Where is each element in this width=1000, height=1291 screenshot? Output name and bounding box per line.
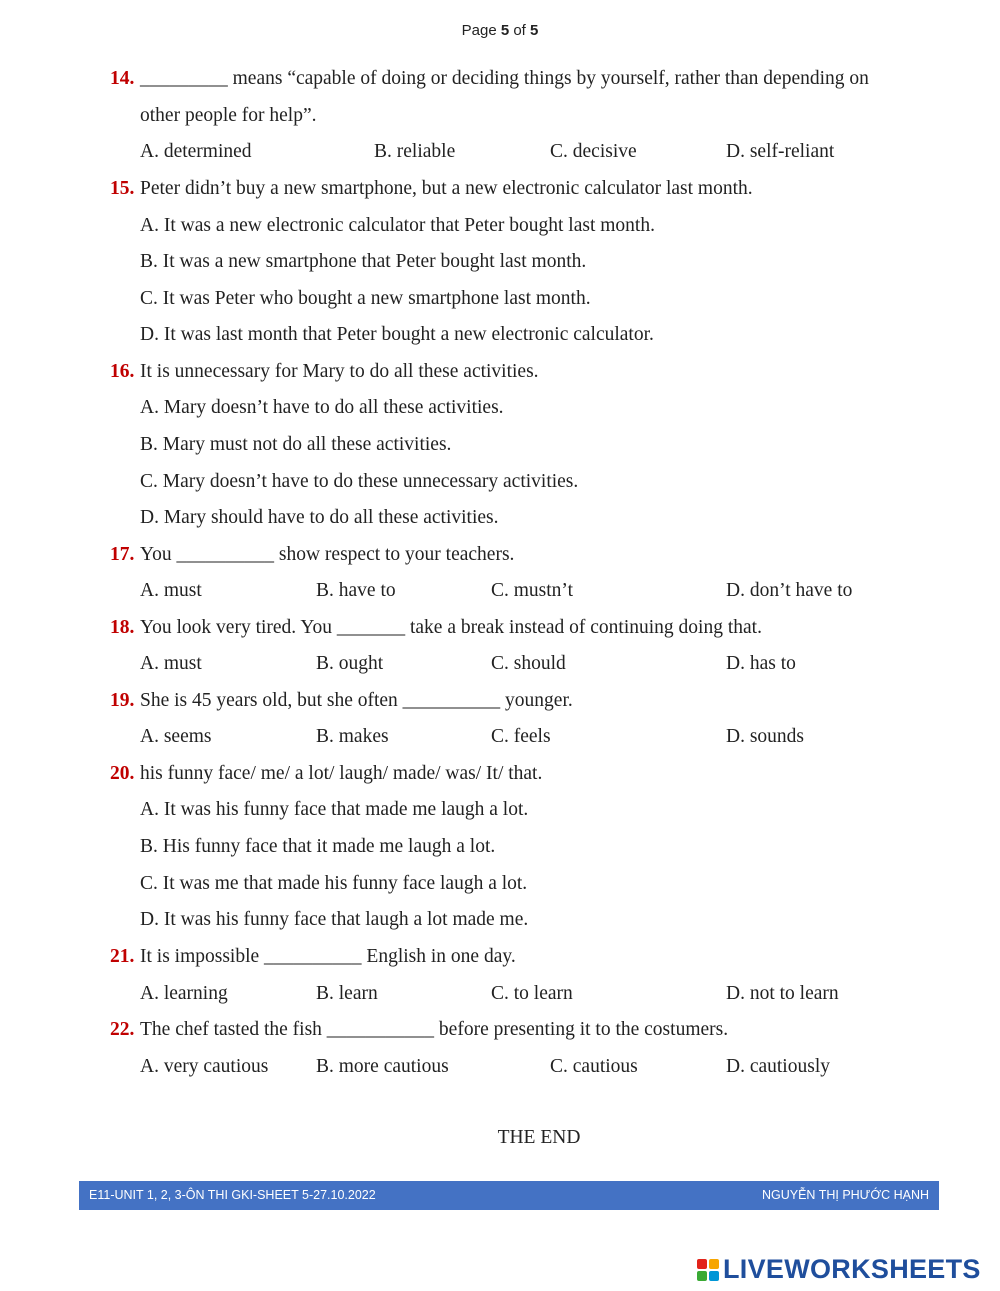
liveworksheets-logo-text: LIVEWORKSHEETS — [723, 1254, 981, 1284]
question-14-number: 14. — [110, 68, 135, 89]
question-17-option-d[interactable]: D. don’t have to — [726, 580, 853, 601]
question-15-number: 15. — [110, 178, 135, 199]
question-19-option-d[interactable]: D. sounds — [726, 726, 805, 747]
question-17-number: 17. — [110, 544, 135, 565]
question-17-option-b[interactable]: B. have to — [316, 580, 396, 601]
question-15-option-d[interactable]: D. It was last month that Peter bought a new electronic calculator. — [140, 324, 654, 345]
question-17-option-a[interactable]: A. must — [140, 580, 202, 601]
question-20-text: his funny face/ me/ a lot/ laugh/ made/ was/ It/ that. — [140, 763, 543, 784]
question-16-option-c[interactable]: C. Mary doesn’t have to do these unnecessary activities. — [140, 471, 579, 492]
question-20-option-a[interactable]: A. It was his funny face that made me laugh a lot. — [140, 799, 529, 820]
question-21-text: It is impossible __________ English in one day. — [140, 946, 516, 967]
question-16-option-b[interactable]: B. Mary must not do all these activities. — [140, 434, 452, 455]
question-22-number: 22. — [110, 1019, 135, 1040]
question-19-number: 19. — [110, 690, 135, 711]
liveworksheets-logo[interactable] — [697, 1256, 993, 1284]
page-number: Page 5 of 5 — [461, 22, 539, 39]
question-18-option-a[interactable]: A. must — [140, 653, 202, 674]
question-16-number: 16. — [110, 361, 135, 382]
question-19-option-c[interactable]: C. feels — [491, 726, 551, 747]
question-22-option-d[interactable]: D. cautiously — [726, 1056, 830, 1077]
question-15-option-b[interactable]: B. It was a new smartphone that Peter bought last month. — [140, 251, 587, 272]
question-22-option-c[interactable]: C. cautious — [550, 1056, 638, 1077]
question-14-option-b[interactable]: B. reliable — [374, 141, 456, 162]
question-14-option-a[interactable]: A. determined — [140, 141, 252, 162]
question-16-option-a[interactable]: A. Mary doesn’t have to do all these activities. — [140, 397, 504, 418]
question-17-text: You __________ show respect to your teachers. — [140, 544, 515, 565]
the-end-label: THE END — [497, 1127, 581, 1148]
question-18-option-c[interactable]: C. should — [491, 653, 566, 674]
question-19-option-a[interactable]: A. seems — [140, 726, 212, 747]
question-16-option-d[interactable]: D. Mary should have to do all these activities. — [140, 507, 499, 528]
question-20-option-d[interactable]: D. It was his funny face that laugh a lot made me. — [140, 909, 529, 930]
question-14-text: _________ means “capable of doing or deciding things by yourself, rather than depending on — [140, 68, 869, 89]
footer-sheet-title: E11-UNIT 1, 2, 3-ÔN THI GKI-SHEET 5-27.10.2022 — [89, 1188, 376, 1202]
question-22-option-a[interactable]: A. very cautious — [140, 1056, 269, 1077]
question-17-option-c[interactable]: C. mustn’t — [491, 580, 573, 601]
question-20-option-c[interactable]: C. It was me that made his funny face laugh a lot. — [140, 873, 528, 894]
liveworksheets-logo-icon — [697, 1259, 719, 1281]
question-20-option-b[interactable]: B. His funny face that it made me laugh a lot. — [140, 836, 496, 857]
question-20-number: 20. — [110, 763, 135, 784]
question-14-option-c[interactable]: C. decisive — [550, 141, 637, 162]
question-21-option-a[interactable]: A. learning — [140, 983, 228, 1004]
question-21-number: 21. — [110, 946, 135, 967]
footer-bar — [79, 1181, 939, 1210]
question-14-text-cont: other people for help”. — [140, 105, 317, 126]
question-19-text: She is 45 years old, but she often __________ younger. — [140, 690, 573, 711]
footer-author: NGUYỄN THỊ PHƯỚC HẠNH — [761, 1188, 929, 1202]
question-22-text: The chef tasted the fish ___________ before presenting it to the costumers. — [140, 1019, 729, 1040]
question-16-text: It is unnecessary for Mary to do all these activities. — [140, 361, 539, 382]
question-15-option-a[interactable]: A. It was a new electronic calculator that Peter bought last month. — [140, 215, 655, 236]
question-21-option-b[interactable]: B. learn — [316, 983, 378, 1004]
question-18-option-b[interactable]: B. ought — [316, 653, 384, 674]
question-22-option-b[interactable]: B. more cautious — [316, 1056, 449, 1077]
question-18-text: You look very tired. You _______ take a break instead of continuing doing that. — [140, 617, 762, 638]
question-18-number: 18. — [110, 617, 135, 638]
question-21-option-d[interactable]: D. not to learn — [726, 983, 839, 1004]
question-15-text: Peter didn’t buy a new smartphone, but a new electronic calculator last month. — [140, 178, 753, 199]
question-18-option-d[interactable]: D. has to — [726, 653, 796, 674]
question-19-option-b[interactable]: B. makes — [316, 726, 389, 747]
question-15-option-c[interactable]: C. It was Peter who bought a new smartphone last month. — [140, 288, 591, 309]
question-14-option-d[interactable]: D. self-reliant — [726, 141, 835, 162]
question-21-option-c[interactable]: C. to learn — [491, 983, 573, 1004]
